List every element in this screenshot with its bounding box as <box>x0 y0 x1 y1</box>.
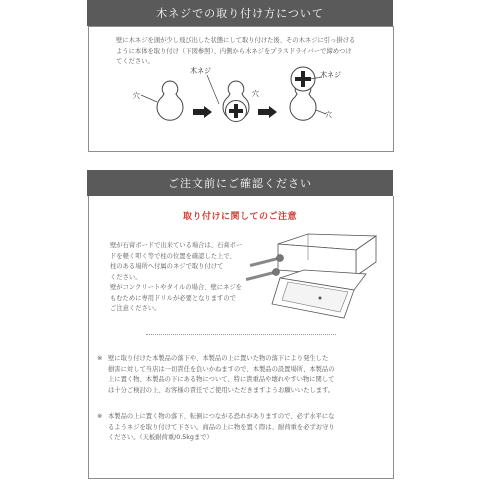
screw-label: 木ネジ <box>320 71 341 79</box>
hole-pointer-line <box>141 94 161 104</box>
hole-label: 穴 <box>325 111 332 119</box>
hole-label: 穴 <box>252 90 259 98</box>
screw-pointer-line <box>310 76 324 82</box>
section-header-wood-screw <box>87 0 393 26</box>
arrow-right-icon <box>258 106 278 118</box>
screw-label: 木ネジ <box>190 67 211 75</box>
keyhole-diagram-step1 <box>150 78 190 136</box>
dotted-divider <box>146 334 336 335</box>
section-header-before-order <box>87 170 393 196</box>
screw-pointer-line <box>205 74 225 108</box>
gypsum-board-instruction: 壁が石膏ボードで出来ている場合は、石膏ボー ドを軽く叩く等で柱の位置を確認した上で、 柱のある場所へ付属のネジで取り付けて ください。 <box>110 242 243 281</box>
section-title: ご注文前にご確認ください <box>168 177 312 190</box>
installation-caution-heading: 取り付けに関してのご注意 <box>182 212 297 222</box>
concrete-wall-instruction: 壁がコンクリートやタイルの場合、壁にネジを もむために専用ドリルが必要となりますので ご注意ください。 <box>110 284 242 313</box>
liability-notice: 壁に取り付けた本製品の落下や、本製品の上に置いた物の落下により発生した 損害に対して当店は一切責任を負いかねますので、本製品の設置場所、本製品の 上に置く物、本製品の下にある物について、特に貴重品や壊れやすい物に関して は十分ご検討の上、お客様の責任でご使用いただきますようお願いいたします。 <box>108 355 335 394</box>
section-title: 木ネジでの取り付け方について <box>156 7 324 20</box>
note-asterisk: ※ <box>97 354 103 362</box>
keyhole-diagram-step3 <box>281 60 325 136</box>
hole-pointer-line <box>316 110 328 116</box>
wood-screw-intro-text: 壁に木ネジを頭が少し飛び出した状態にして取り付けた後、その木ネジに引っ掛ける ように本体を取り付け（下図参照）、内側から木ネジをプラスドライバーで締めつけ てください。 <box>116 37 356 66</box>
shelf-mounting-illustration <box>244 232 380 322</box>
load-capacity-notice: 本製品の上に置く物の落下、転倒につながる恐れがありますので、必ず水平にな るようネジを取り付けて下さい。商品の上に物を置く際は、耐荷重を必ずお守り ください。（天板耐荷重/0.5kgまで） <box>108 413 335 442</box>
screw-icon <box>246 269 280 281</box>
note-asterisk: ※ <box>97 412 103 420</box>
hole-label: 穴 <box>133 92 140 100</box>
